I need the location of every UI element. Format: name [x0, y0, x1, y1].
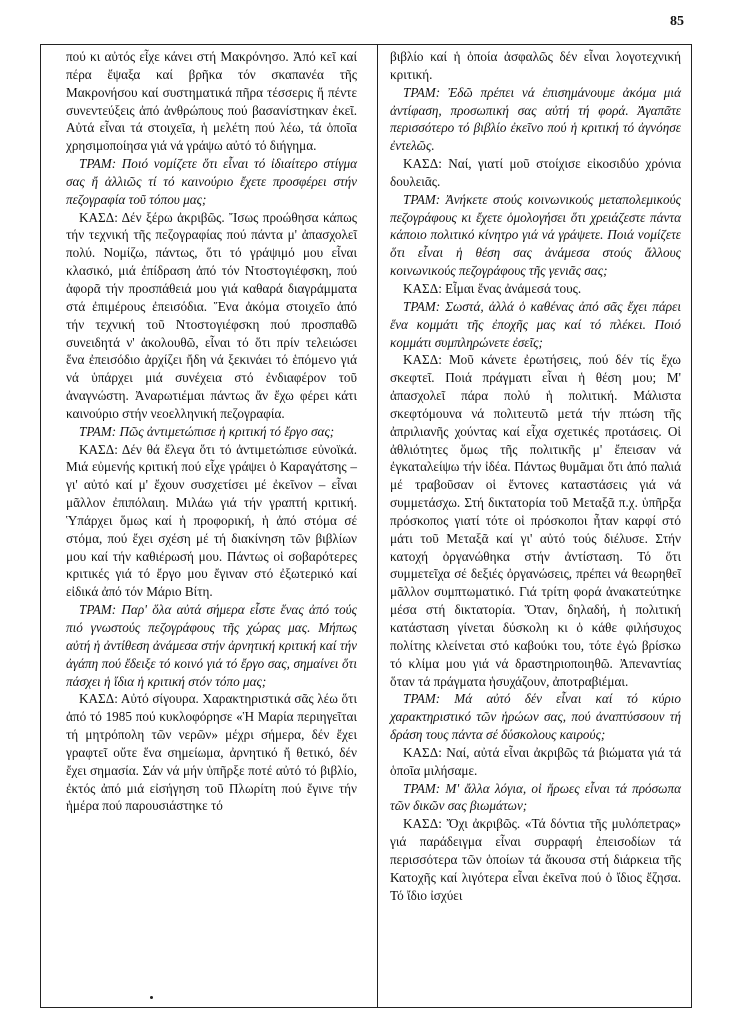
speaker-label: ΚΑΣΔ: [403, 744, 442, 760]
speaker-label: ΚΑΣΔ: [403, 352, 442, 368]
paragraph-text: βιβλίο καί ἡ ὁποία ἀσφαλῶς δέν εἶναι λογοτεχνική κριτική. [390, 49, 681, 82]
author-answer [66, 209, 357, 423]
speaker-label: ΚΑΣΔ: [79, 691, 118, 707]
speaker-label: ΤΡΑΜ: [403, 191, 441, 207]
author-answer [390, 351, 681, 690]
paragraph-text: Μά αὐτό δέν εἶναι καί τό κύριο χαρακτηριστικό τῶν ἡρώων σας, πού ἀναπτύσσουν τή δράση τους πάντα σέ δύσκολους καιρούς; [390, 691, 681, 743]
column-divider [377, 44, 378, 1008]
paragraph-text: Ναί, αὐτά εἶναι ἀκριβῶς τά βιώματα γιά τά ὁποῖα μιλήσαμε. [390, 744, 681, 778]
paragraph-continuation [390, 48, 681, 84]
paragraph-text: Ἀνήκετε στούς κοινωνικούς μεταπολεμικούς πεζογράφους κι ἔχετε ὁμολογήσει ὅτι χρειάζεστε πάντα κάποιο πολιτικό κίνητρο γιά νά γράψετε. Ποιά νομίζετε ὅτι εἶναι ἡ θέση σας ἀνάμεσα στούς ἄλλους κοινωνικούς πεζογράφους τῆς γενιᾶς σας; [390, 191, 682, 279]
interviewer-question [66, 155, 357, 209]
paragraph-text: πού κι αὐτός εἶχε κάνει στή Μακρόνησο. Ἀπό κεῖ καί πέρα ἔψαξα καί βρῆκα τόν σκαπανέα τῆς Μακρονήσου καί συστηματικά πῆρα τέσσερις ἤ πέντε συνεντεύξεις ἀπό ἀνθρώπους πού βασανίστηκαν ἐκεῖ. Αὐτά εἶναι τά στοιχεῖα, ἡ μελέτη πού λέω, τά ὁποῖα χρησιμοποίησα γιά νά γράψω αὐτό τό διήγημα. [66, 49, 357, 154]
right-column [390, 48, 681, 905]
speaker-label: ΤΡΑΜ: [79, 602, 117, 618]
speaker-label: ΤΡΑΜ: [403, 691, 441, 707]
author-answer [66, 690, 357, 815]
author-answer [390, 155, 681, 191]
page-number: 85 [670, 14, 684, 29]
paragraph-text: Ναί, γιατί μοῦ στοίχισε εἰκοσιδύο χρόνια δουλειᾶς. [390, 156, 681, 189]
stray-mark [150, 996, 153, 999]
paragraph-text: Δέν θά ἔλεγα ὅτι τό ἀντιμετώπισε εὐνοϊκά. Μιά εὐμενής κριτική πού εἶχε γράψει ὁ Καραγάτσης – γι' αὐτό καί μ' ἔχουν συσχετίσει μέ ἐκεῖνον – εἶναι μᾶλλον ἐπιπόλαιη. Μιλάω γιά τήν γραπτή κριτική. Ὑπάρχει ὅμως καί ἡ προφορική, ἡ ἀπό στόμα σέ στόμα, πού ἔχει σχέση μέ τή διακίνηση τῶν βιβλίων μου καί τήν καθιέρωσή μου. Πάντως οἱ σοβαρότερες κριτικές γιά τό ἔργο μου ἔγιναν στό ἐξωτερικό καί εἰδικά ἀπό τόν Μάριο Βίτη. [66, 441, 357, 600]
interviewer-question [390, 690, 681, 744]
paragraph-text: Ἐδῶ πρέπει νά ἐπισημάνουμε ἀκόμα μιά ἀντίφαση, προσωπική σας αὐτή τή φορά. Ἀγαπᾶτε περισσότερο τό βιβλίο ἐκεῖνο πού ἡ κριτική τό ἀγνόησε ἐντελῶς. [390, 84, 682, 154]
paragraph-text: Παρ' ὅλα αὐτά σήμερα εἶστε ἕνας ἀπό τούς πιό γνωστούς πεζογράφους τῆς χώρας μας. Μήπως αὐτή ἡ ἀντίθεση ἀνάμεσα στήν ἀρνητική κριτική καί τήν ἀγάπη πού ἔδειξε τό κοινό γιά τό ἔργο σας, σημαίνει ὅτι πάσχει ἡ ἴδια ἡ κριτική στόν τόπο μας; [66, 602, 357, 689]
paragraph-text: Πῶς ἀντιμετώπισε ἡ κριτική τό ἔργο σας; [119, 423, 335, 439]
paragraph-text: Σωστά, ἀλλά ὁ καθένας ἀπό σᾶς ἔχει πάρει ἕνα κομμάτι τῆς ἐποχῆς μας καί τό πλέκει. Ποιό κομμάτι συμπληρώνετε ἐσεῖς; [390, 298, 681, 350]
speaker-label: ΤΡΑΜ: [79, 423, 117, 439]
paragraph-continuation [66, 48, 357, 155]
paragraph-text: Αὐτό σίγουρα. Χαρακτηριστικά σᾶς λέω ὅτι ἀπό τό 1985 πού κυκλοφόρησε «Ἡ Μαρία περιηγεῖται τή μητρόπολη τῶν νερῶν» μέχρι σήμερα, δέν ἔχει γραφτεῖ οὔτε ἕνα σημείωμα, ἀρνητικό ἤ θετικό, δέν ἔχει σημασία. Σάν νά μήν ὑπῆρξε ποτέ αὐτό τό βιβλίο, ἐκτός ἀπό μιά εἰσήγηση τοῦ Πλωρίτη πού ἔγινε τήν ἡμέρα πού παρουσιάστηκε τό [66, 691, 357, 814]
speaker-label: ΤΡΑΜ: [403, 298, 441, 314]
paragraph-text: Μ' ἄλλα λόγια, οἱ ἥρωες εἶναι τά πρόσωπα τῶν δικῶν σας βιωμάτων; [390, 780, 681, 814]
paragraph-text: Ποιό νομίζετε ὅτι εἶναι τό ἰδιαίτερο στίγμα σας ἤ ἀλλιῶς τί τό καινούριο ἔχετε προσφέρει στήν πεζογραφία τοῦ τόπου μας; [66, 156, 357, 207]
speaker-label: ΤΡΑΜ: [403, 84, 441, 100]
interviewer-question [390, 298, 681, 352]
speaker-label: ΤΡΑΜ: [403, 780, 441, 796]
paragraph-text: Εἶμαι ἕνας ἀνάμεσά τους. [445, 280, 582, 296]
author-answer [390, 744, 681, 780]
paragraph-text: Ὄχι ἀκριβῶς. «Τά δόντια τῆς μυλόπετρας» γιά παράδειγμα εἶναι συρραφή ἐπεισοδίων τά περισσότερα τῶν ὁποίων τά ἄκουσα στή διάρκεια τῆς Κατοχῆς καί λιγότερα εἶναι ἐκεῖνα πού ὁ ἴδιος ἔζησα. Τό ἴδιο ἰσχύει [390, 816, 681, 903]
speaker-label: ΚΑΣΔ: [79, 209, 118, 225]
speaker-label: ΚΑΣΔ: [403, 816, 442, 832]
paragraph-text: Μοῦ κάνετε ἐρωτήσεις, πού δέν τίς ἔχω σκεφτεῖ. Ποιά πράγματι εἶναι ἡ θέση μου; Μ' ἀπασχολεῖ πάρα πολύ ἡ πολιτική. Μάλιστα σκεφτόμουνα νά πολιτευτῶ μετά τήν πτώση τῆς ἀπριλιανῆς χούντας καί εἶχα σχετικές προτάσεις. Οἱ ἀθλιότητες ὅμως τῆς πολιτικῆς μ' ἔπεισαν νά ἐγκαταλείψω τήν ἰδέα. Πάντως θυμᾶμαι ὅτι ἀπό παλιά μέ τραβοῦσαν οἱ ἔντονες καταστάσεις γιά νά συμμετάσχω. Στή δικτατορία τοῦ Μεταξᾶ π.χ. ὑπῆρξα πρόσκοπος γιατί τότε οἱ πρόσκοποι ἦταν καρφί στό μάτι τοῦ Μεταξᾶ καί γι' αὐτό τούς διέλυσε. Στήν κατοχή ὀργανώθηκα στήν ἀντίσταση. Τό ὅτι συμμετεῖχα σέ δεξιές ὀργανώσεις, πρέπει νά θεωρηθεῖ μᾶλλον συμπτωματικό. Γιά τρίτη φορά ἀνακατεύτηκε μέσα στή δικτατορία. Ὅταν, δηλαδή, ἡ πολιτική κατάσταση γίνεται δύσκολη κι ὁ κάθε φιλήσυχος πολίτης κλείνεται στό καβούκι του, τότε ἐγώ βρίσκω τό κλίμα μου γιά νά δραστηριοποιηθῶ. Ἀπεναντίας ὅταν τά πράγματα ἡσυχάζουν, ἀποτραβιέμαι. [390, 352, 681, 689]
left-column [66, 48, 357, 815]
author-answer [66, 441, 357, 602]
speaker-label: ΚΑΣΔ: [403, 280, 442, 296]
interviewer-question [390, 780, 681, 816]
paragraph-text: Δέν ξέρω ἀκριβῶς. Ἴσως προώθησα κάπως τήν τεχνική τῆς πεζογραφίας πού πάντα μ' ἀπασχολεῖ πολύ. Νομίζω, πάντως, ὅτι τό γράψιμό μου εἶναι κλασικό, μιά ἐπίδραση ἀπό τόν Ντοστογιέφσκη, πού ἀφορᾶ τήν προσπάθειά μου γιά καθαρά διαγράμματα στά ἐπιμέρους ἐπεισόδια. Ἕνα ἀκόμα στοιχεῖο ἀπό τήν τεχνική τοῦ Ντοστογιέφσκη πού προσπαθῶ συνειδητά ν' ἀκολουθῶ, εἶναι τό ὅτι πρίν τελειώσει ἕνα ἐπεισόδιο ἀρχίζει ἤδη νά ξεκινάει τό ἑπόμενο γιά νά ὑπάρχει μιά συνέχεια στό ἐνδιαφέρον τοῦ ἀναγνώστη. Ἀναρωτιέμαι πάντως ἄν ἔχω φέρει κάτι καινούριο στήν νεοελληνική πεζογραφία. [66, 209, 357, 421]
speaker-label: ΚΑΣΔ: [403, 156, 442, 172]
interviewer-question [66, 601, 357, 690]
interviewer-question [390, 191, 681, 280]
author-answer [390, 815, 681, 904]
speaker-label: ΤΡΑΜ: [79, 156, 117, 172]
interviewer-question [390, 84, 681, 155]
interviewer-question [66, 423, 357, 441]
speaker-label: ΚΑΣΔ: [79, 441, 118, 457]
author-answer [390, 280, 681, 298]
